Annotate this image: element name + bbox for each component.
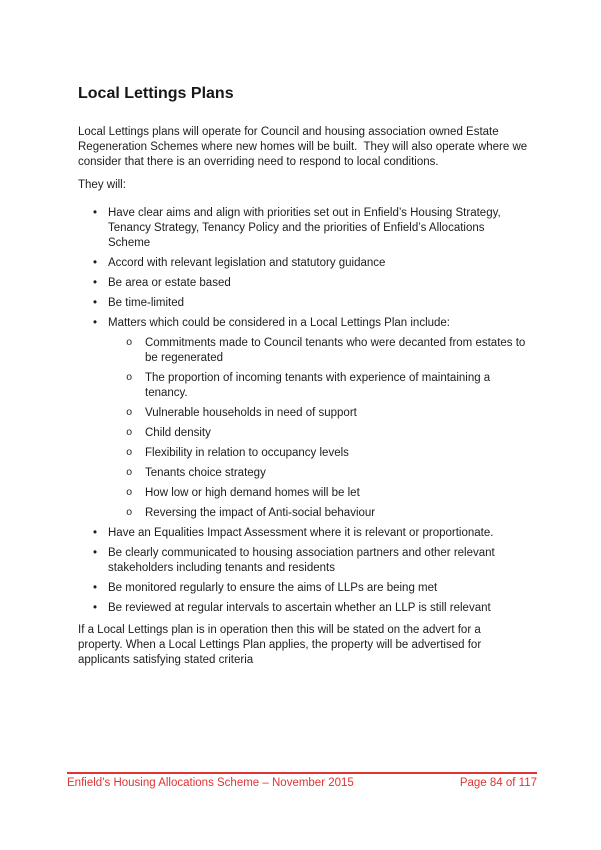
sub-list-item [78, 406, 528, 421]
bullet-icon: • [93, 277, 98, 289]
list-item-text: Be area or estate based [108, 277, 231, 289]
list-intro: They will: [78, 179, 126, 191]
sub-list-item [78, 486, 528, 501]
list-item [78, 276, 528, 291]
circle-bullet-icon: o [126, 447, 133, 459]
sub-list-item-text: Reversing the impact of Anti-social behaviour [145, 507, 376, 519]
list-item-text: Have an Equalities Impact Assessment where it is relevant or proportionate. [108, 527, 494, 539]
bullet-icon: • [93, 297, 98, 309]
list-item [78, 316, 528, 331]
sub-list-item [78, 371, 528, 401]
bullet-icon: • [93, 527, 98, 539]
list-item [78, 546, 528, 576]
bullet-icon: • [93, 207, 98, 219]
bullet-list [78, 206, 528, 616]
sub-list-item [78, 426, 528, 441]
bullet-icon: • [93, 547, 98, 559]
sub-list-item-text: Child density [145, 427, 211, 439]
sub-list-item-text: Commitments made to Council tenants who were decanted from estates to be regenerated [145, 337, 526, 364]
circle-bullet-icon: o [126, 427, 133, 439]
sub-list-item [78, 336, 528, 366]
list-item-text: Be reviewed at regular intervals to ascertain whether an LLP is still relevant [108, 602, 491, 614]
sub-list-item-text: The proportion of incoming tenants with experience of maintaining a tenancy. [145, 372, 491, 399]
footer [67, 772, 537, 791]
list-item [78, 526, 528, 541]
sub-list-item-text: How low or high demand homes will be let [145, 487, 360, 499]
list-item [78, 601, 528, 616]
list-item [78, 256, 528, 271]
circle-bullet-icon: o [126, 407, 133, 419]
list-item-text: Be time-limited [108, 297, 185, 309]
circle-bullet-icon: o [126, 467, 133, 479]
list-item-text: Matters which could be considered in a Local Lettings Plan include: [108, 317, 451, 329]
sub-list-item-text: Vulnerable households in need of support [145, 407, 357, 419]
list-item-text: Be clearly communicated to housing association partners and other relevant stakeholders including tenants and residents [108, 547, 495, 574]
circle-bullet-icon: o [126, 487, 133, 499]
list-item [78, 206, 528, 251]
footer-document-title: Enfield’s Housing Allocations Scheme – November 2015 [67, 777, 354, 789]
sub-list-item [78, 446, 528, 461]
list-item-text: Be monitored regularly to ensure the aims of LLPs are being met [108, 582, 438, 594]
sub-list-item-text: Flexibility in relation to occupancy levels [145, 447, 349, 459]
circle-bullet-icon: o [126, 507, 133, 519]
circle-bullet-icon: o [126, 372, 133, 384]
list-item-text: Have clear aims and align with priorities set out in Enfield’s Housing Strategy, Tenancy Strategy, Tenancy Policy and the priorities of Enfield’s Allocations Scheme [108, 207, 501, 249]
list-item [78, 296, 528, 311]
bullet-icon: • [93, 582, 98, 594]
page-title: Local Lettings Plans [78, 85, 234, 102]
sub-list-item [78, 466, 528, 481]
sub-list-item-text: Tenants choice strategy [145, 467, 266, 479]
bullet-icon: • [93, 257, 98, 269]
bullet-icon: • [93, 602, 98, 614]
intro-paragraph: Local Lettings plans will operate for Council and housing association owned Estate Regeneration Schemes where new homes will be built. They will also operate where we consider that there is an overriding need to respond to local conditions. [78, 126, 531, 168]
circle-bullet-icon: o [126, 337, 133, 349]
footer-page-number: Page 84 of 117 [459, 777, 537, 789]
list-item [78, 581, 528, 596]
list-item-text: Accord with relevant legislation and statutory guidance [108, 257, 386, 269]
sub-list-item [78, 506, 528, 521]
closing-paragraph: If a Local Lettings plan is in operation then this will be stated on the advert for a property. When a Local Lettings Plan applies, the property will be advertised for applicants satisfying stated criteria [78, 624, 485, 666]
bullet-icon: • [93, 317, 98, 329]
